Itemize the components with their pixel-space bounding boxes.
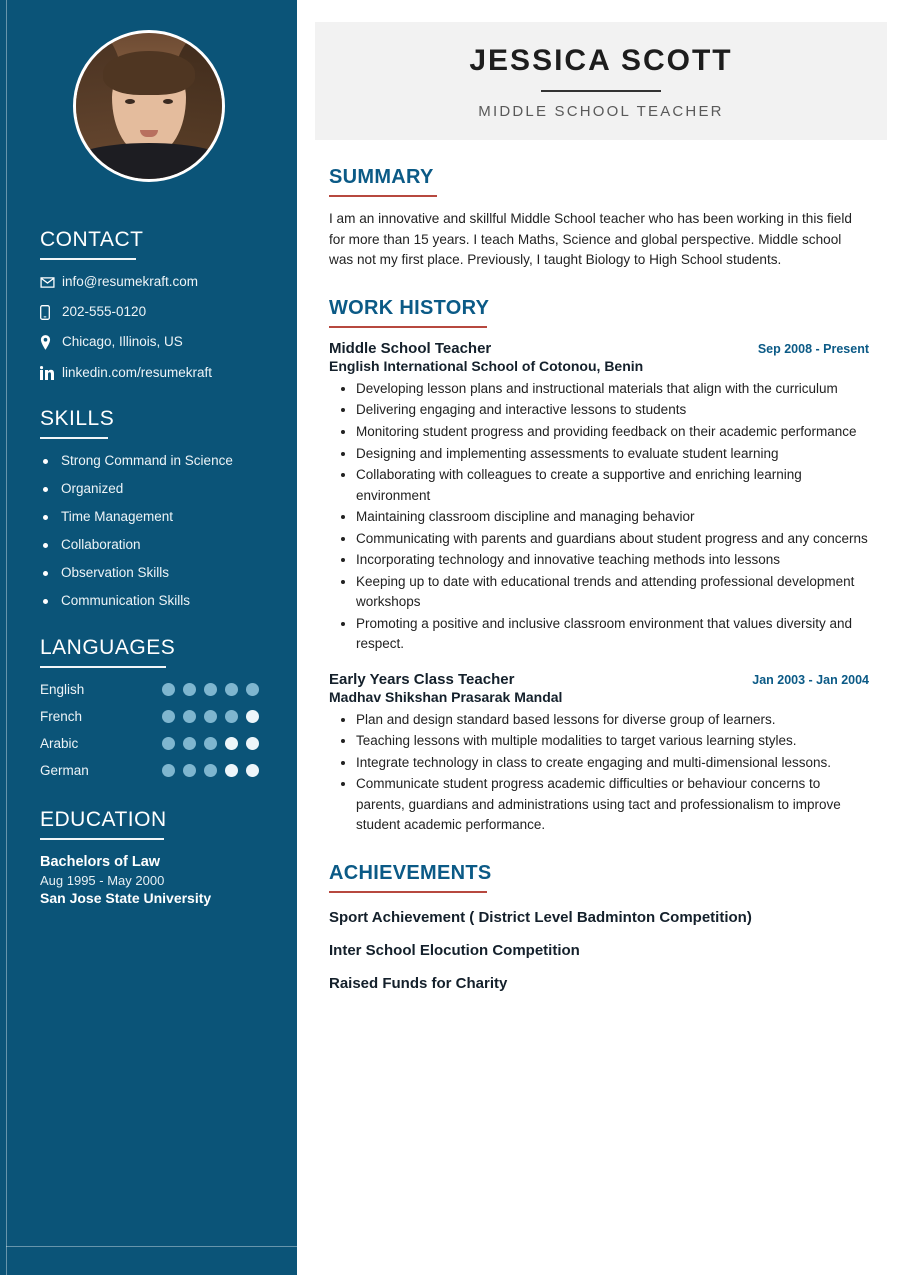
education-school: San Jose State University: [40, 889, 212, 906]
contact-underline: [40, 258, 136, 260]
achievements-title: ACHIEVEMENTS: [329, 861, 492, 884]
job-dates: Sep 2008 - Present: [757, 341, 869, 356]
language-rating: [162, 737, 259, 750]
language-rating: [162, 764, 259, 777]
main-content: [297, 0, 901, 1275]
list-item: • Maintaining classroom discipline and managing behavior: [356, 507, 869, 528]
list-item: Strong Command in Science: [40, 453, 269, 468]
contact-item-phone[interactable]: [40, 304, 269, 320]
envelope-icon: [40, 277, 62, 288]
linkedin-icon: [40, 366, 62, 380]
portrait-photo: [76, 33, 222, 179]
contact-phone-text: 202-555-0120: [62, 304, 147, 320]
achievement-item: Raised Funds for Charity: [329, 974, 508, 992]
contact-title: CONTACT: [40, 228, 144, 251]
achievement-item: Inter School Elocution Competition: [329, 941, 580, 959]
summary-section: [329, 166, 869, 271]
list-item: • Communicate student progress academic difficulties or behaviour concerns to parents, guardians and administrations using tact and professionalism to improve student academic performance.: [356, 774, 869, 836]
list-item: • Developing lesson plans and instructional materials that align with the curriculum: [356, 379, 869, 400]
job-dates: Jan 2003 - Jan 2004: [752, 672, 869, 687]
list-item: Time Management: [40, 509, 269, 524]
list-item: Communication Skills: [40, 593, 269, 608]
summary-text: I am an innovative and skillful Middle School teacher who has been working in this field for more than 15 years. I teach Maths, Science and global perspective. Middle school was not my first place. Previously, I taught Biology to High School students.: [329, 211, 852, 268]
language-name: English: [40, 681, 85, 697]
list-item: • Promoting a positive and inclusive classroom environment that values diversity and respect.: [356, 614, 869, 655]
languages-underline: [40, 666, 166, 668]
summary-underline: [329, 195, 437, 197]
language-row: [40, 736, 269, 751]
education-underline: [40, 838, 164, 840]
list-item: • Designing and implementing assessments to evaluate student learning: [356, 444, 869, 465]
language-row: [40, 763, 269, 778]
skills-list: [40, 453, 269, 608]
list-item: • Keeping up to date with educational trends and attending professional development workshops: [356, 572, 869, 613]
work-history-section: [329, 297, 869, 836]
list-item: Organized: [40, 481, 269, 496]
contact-item-location[interactable]: [40, 334, 269, 350]
languages-title: LANGUAGES: [40, 635, 176, 659]
language-name: German: [40, 762, 89, 778]
job-bullet-list: [329, 379, 869, 655]
work-history-item: [329, 340, 869, 655]
language-name: French: [40, 708, 83, 724]
contact-email-text: info@resumekraft.com: [62, 274, 198, 289]
contact-item-email[interactable]: [40, 274, 269, 290]
list-item: Observation Skills: [40, 565, 269, 580]
contact-item-linkedin[interactable]: [40, 365, 269, 381]
language-name: Arabic: [40, 735, 79, 751]
work-history-title: WORK HISTORY: [329, 296, 490, 319]
contact-section: [0, 228, 297, 381]
list-item: • Monitoring student progress and providing feedback on their academic performance: [356, 422, 869, 443]
name-divider: [541, 90, 661, 92]
job-role-subtitle: MIDDLE SCHOOL TEACHER: [478, 103, 724, 120]
job-organization: English International School of Cotonou, Benin: [329, 357, 644, 374]
avatar: [73, 30, 225, 182]
language-rating: [162, 710, 259, 723]
education-section: [0, 808, 297, 906]
contact-list: [40, 274, 269, 381]
work-history-underline: [329, 326, 487, 328]
job-bullet-list: [329, 710, 869, 836]
sidebar: [0, 0, 297, 1275]
phone-icon: [40, 305, 62, 320]
language-row: [40, 682, 269, 697]
contact-location-text: Chicago, Illinois, US: [62, 334, 183, 350]
job-title: Early Years Class Teacher: [329, 670, 515, 688]
location-pin-icon: [40, 335, 62, 350]
list-item: • Plan and design standard based lessons for diverse group of learners.: [356, 710, 869, 731]
skills-underline: [40, 437, 108, 439]
job-title: Middle School Teacher: [329, 339, 492, 357]
contact-linkedin-text: linkedin.com/resumekraft: [62, 364, 213, 380]
list-item: • Communicating with parents and guardians about student progress and any concerns: [356, 529, 869, 550]
education-degree: Bachelors of Law: [40, 853, 161, 870]
achievements-underline: [329, 891, 487, 893]
achievement-item: Sport Achievement ( District Level Badminton Competition): [329, 908, 752, 926]
skills-title: SKILLS: [40, 406, 115, 430]
education-title: EDUCATION: [40, 807, 167, 831]
work-history-item: [329, 671, 869, 836]
job-organization: Madhav Shikshan Prasarak Mandal: [329, 688, 563, 705]
language-row: [40, 709, 269, 724]
languages-section: [0, 636, 297, 778]
achievements-section: [329, 862, 869, 992]
page-title: JESSICA SCOTT: [469, 44, 733, 77]
summary-title: SUMMARY: [329, 166, 434, 188]
language-rating: [162, 683, 259, 696]
list-item: • Integrate technology in class to create engaging and multi-dimensional lessons.: [356, 753, 869, 774]
list-item: • Delivering engaging and interactive lessons to students: [356, 400, 869, 421]
name-band: [315, 22, 887, 140]
list-item: Collaboration: [40, 537, 269, 552]
list-item: • Incorporating technology and innovative teaching methods into lessons: [356, 550, 869, 571]
skills-section: [0, 407, 297, 608]
education-dates: Aug 1995 - May 2000: [40, 872, 165, 888]
list-item: • Teaching lessons with multiple modalities to target various learning styles.: [356, 731, 869, 752]
list-item: • Collaborating with colleagues to create a supportive and enriching learning environment: [356, 465, 869, 506]
